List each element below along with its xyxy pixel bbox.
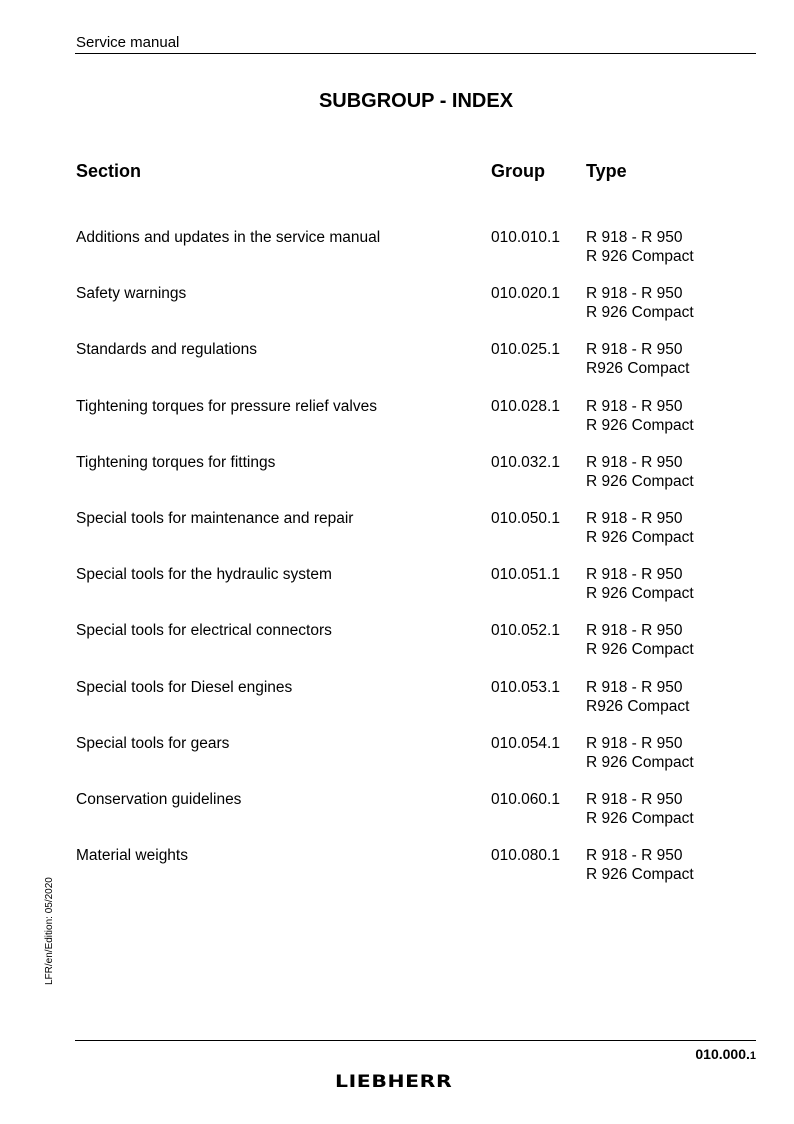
page-number-main: 010.000.	[695, 1046, 750, 1062]
table-row	[0, 846, 794, 902]
type-cell	[586, 509, 694, 547]
edition-note: LFR/en/Edition: 05/2020	[44, 877, 55, 985]
table-row	[0, 340, 794, 396]
table-row	[0, 397, 794, 453]
type-range: R 918 - R 950	[586, 509, 683, 527]
section-title: Special tools for Diesel engines	[76, 678, 293, 696]
type-range: R 918 - R 950	[586, 678, 683, 696]
table-row	[0, 678, 794, 734]
table-row	[0, 284, 794, 340]
type-cell	[586, 284, 694, 322]
table-row	[0, 790, 794, 846]
type-compact: R 926 Compact	[586, 472, 694, 490]
group-number: 010.054.1	[491, 734, 560, 752]
group-number: 010.080.1	[491, 847, 560, 865]
section-title: Additions and updates in the service manual	[76, 229, 381, 246]
group-number: 010.060.1	[491, 790, 560, 808]
type-range: R 918 - R 950	[586, 453, 683, 471]
type-cell	[586, 734, 694, 772]
section-title: Tightening torques for fittings	[76, 453, 276, 471]
type-range: R 918 - R 950	[586, 622, 683, 640]
table-row	[0, 509, 794, 565]
table-row	[0, 734, 794, 790]
table-row	[0, 453, 794, 509]
table-row	[0, 621, 794, 677]
table-row	[0, 565, 794, 621]
type-range: R 918 - R 950	[586, 734, 683, 752]
group-number: 010.032.1	[491, 453, 560, 471]
type-cell	[586, 340, 689, 378]
type-compact: R926 Compact	[586, 360, 690, 378]
group-number: 010.028.1	[491, 397, 560, 415]
section-title: Special tools for maintenance and repair	[76, 509, 354, 527]
index-table	[0, 228, 794, 902]
footer-rule	[75, 1040, 756, 1041]
type-cell	[586, 397, 694, 435]
section-title: Safety warnings	[76, 285, 187, 303]
section-title: Conservation guidelines	[76, 790, 242, 808]
section-title: Special tools for gears	[76, 734, 230, 752]
type-compact: R 926 Compact	[586, 866, 694, 884]
section-title: Tightening torques for pressure relief valves	[76, 397, 377, 415]
type-cell	[586, 621, 694, 659]
table-row	[0, 228, 794, 284]
page-number-suffix: 1	[749, 1050, 756, 1062]
type-compact: R 926 Compact	[586, 416, 694, 434]
type-cell	[586, 453, 694, 491]
section-title: Standards and regulations	[76, 341, 257, 359]
column-header-type: Type	[586, 161, 627, 181]
section-title: Material weights	[76, 847, 188, 865]
group-number: 010.052.1	[491, 622, 560, 640]
type-range: R 918 - R 950	[586, 566, 683, 584]
liebherr-logo: LIEBHERR	[335, 1072, 453, 1092]
type-cell	[586, 678, 689, 716]
section-title: Special tools for the hydraulic system	[76, 566, 332, 584]
group-number: 010.025.1	[491, 341, 560, 359]
type-range: R 918 - R 950	[586, 285, 683, 303]
type-cell	[586, 846, 694, 884]
section-title: Special tools for electrical connectors	[76, 622, 332, 640]
group-number: 010.010.1	[491, 229, 560, 246]
type-cell	[586, 565, 694, 603]
header-label: Service manual	[76, 34, 180, 51]
group-number: 010.050.1	[491, 509, 560, 527]
type-range: R 918 - R 950	[586, 229, 683, 246]
type-range: R 918 - R 950	[586, 397, 683, 415]
type-cell	[586, 228, 694, 266]
type-compact: R 926 Compact	[586, 585, 694, 603]
column-header-section: Section	[76, 161, 142, 181]
header-rule	[75, 53, 756, 54]
type-compact: R 926 Compact	[586, 641, 694, 659]
group-number: 010.053.1	[491, 678, 560, 696]
type-compact: R926 Compact	[586, 697, 690, 715]
type-compact: R 926 Compact	[586, 753, 694, 771]
type-range: R 918 - R 950	[586, 790, 683, 808]
type-range: R 918 - R 950	[586, 341, 683, 359]
type-range: R 918 - R 950	[586, 847, 683, 865]
group-number: 010.051.1	[491, 566, 560, 584]
group-number: 010.020.1	[491, 285, 560, 303]
type-cell	[586, 790, 694, 828]
type-compact: R 926 Compact	[586, 304, 694, 322]
type-compact: R 926 Compact	[586, 248, 694, 265]
column-header-group: Group	[491, 161, 545, 181]
type-compact: R 926 Compact	[586, 528, 694, 546]
type-compact: R 926 Compact	[586, 809, 694, 827]
page-number	[695, 1046, 756, 1062]
page-title: SUBGROUP - INDEX	[318, 90, 514, 112]
